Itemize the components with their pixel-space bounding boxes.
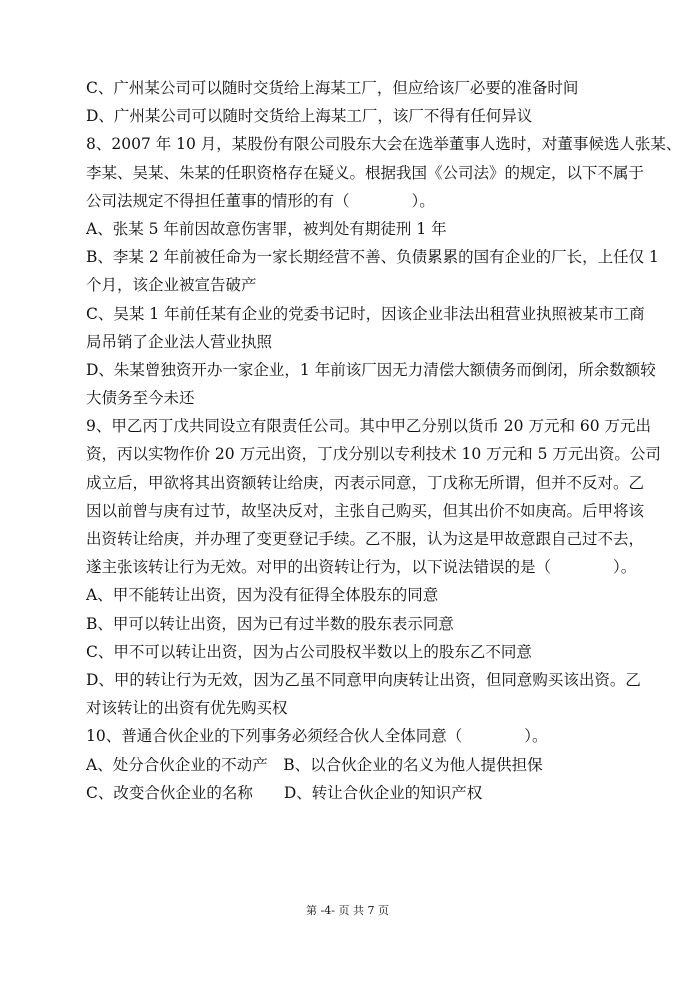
text-line: 大债务至今未还 [86, 389, 195, 408]
text-line: A、处分合伙企业的不动产 B、以合伙企业的名义为他人提供担保 [86, 755, 543, 774]
text-line: 李某、吴某、朱某的任职资格存在疑义。根据我国《公司法》的规定，以下不属于 [86, 163, 645, 182]
text-line: B、甲可以转让出资，因为已有过半数的股东表示同意 [86, 614, 454, 633]
text-line: D、甲的转让行为无效，因为乙虽不同意甲向庚转让出资，但同意购买该出资。乙 [86, 670, 641, 689]
text-line: 遂主张该转让行为无效。对甲的出资转让行为，以下说法错误的是（ ）。 [86, 558, 637, 577]
text-line: C、甲不可以转让出资，因为占公司股权半数以上的股东乙不同意 [86, 642, 532, 661]
text-line: C、广州某公司可以随时交货给上海某工厂，但应给该厂必要的准备时间 [86, 79, 579, 97]
text-line: 因以前曾与庚有过节，故坚决反对，主张自己购买，但其出价不如庚高。后甲将该 [86, 501, 645, 520]
text-line: 资，丙以实物作价 20 万元出资，丁戊分别以专利技术 10 万元和 5 万元出资。公司 [86, 445, 661, 464]
text-line: 8、2007 年 10 月，某股份有限公司股东大会在选举董事人选时，对董事候选人张某、 [86, 135, 682, 154]
question-text-block [86, 74, 682, 807]
text-line: 局吊销了企业法人营业执照 [86, 332, 273, 351]
text-line: 公司法规定不得担任董事的情形的有（ ）。 [86, 191, 435, 210]
text-line: C、改变合伙企业的名称 D、转让合伙企业的知识产权 [86, 783, 483, 802]
text-line: 成立后，甲欲将其出资额转让给庚，丙表示同意，丁戊称无所谓，但并不反对。乙 [86, 473, 645, 492]
text-line: 对该转让的出资有优先购买权 [86, 699, 288, 718]
page-number-footer: 第 -4- 页 共 7 页 [306, 904, 389, 917]
text-line: A、甲不能转让出资，因为没有征得全体股东的同意 [86, 586, 439, 605]
text-line: 个月，该企业被宣告破产 [86, 276, 257, 295]
text-line: 10、普通合伙企业的下列事务必须经合伙人全体同意（ ）。 [86, 727, 548, 746]
text-line: D、广州某公司可以随时交货给上海某工厂，该厂不得有任何异议 [86, 107, 533, 126]
text-line: B、李某 2 年前被任命为一家长期经营不善、负债累累的国有企业的厂长，上任仅 1 [86, 248, 659, 267]
text-line: D、朱某曾独资开办一家企业，1 年前该厂因无力清偿大额债务而倒闭，所余数额较 [86, 360, 656, 379]
text-line: A、张某 5 年前因故意伤害罪，被判处有期徒刑 1 年 [86, 219, 447, 238]
text-line: 出资转让给庚，并办理了变更登记手续。乙不服，认为这是甲故意跟自己过不去， [86, 530, 645, 548]
text-line: C、吴某 1 年前任某有企业的党委书记时，因该企业非法出租营业执照被某市工商 [86, 304, 645, 323]
text-line: 9、甲乙丙丁戊共同设立有限责任公司。其中甲乙分别以货币 20 万元和 60 万元出 [86, 417, 652, 436]
